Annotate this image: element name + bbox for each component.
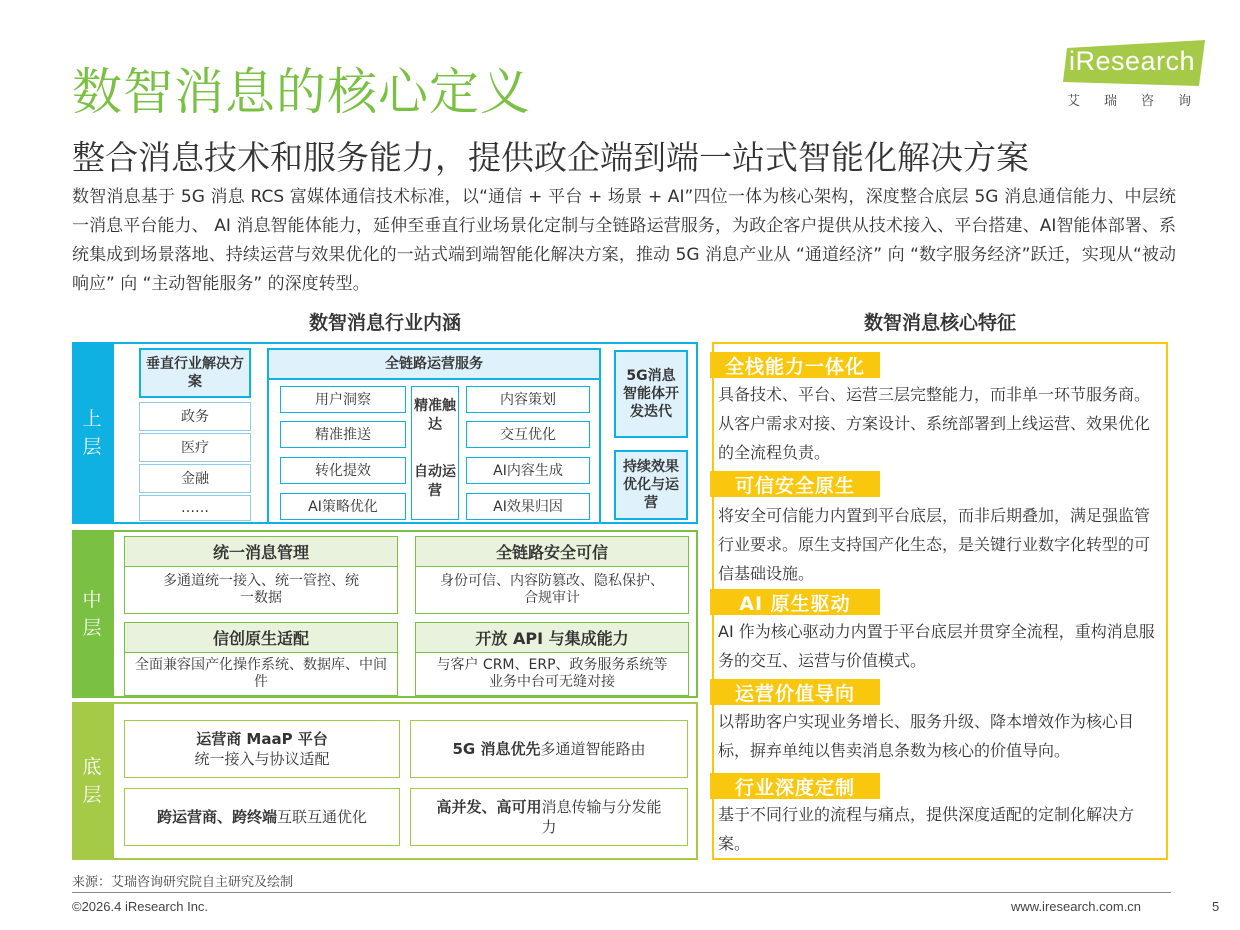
page-title: 数智消息的核心定义 [72, 63, 531, 121]
ops-right-item: 交互优化 [466, 421, 590, 448]
bot-card-routing [410, 720, 688, 778]
bottom-layer-body [112, 702, 698, 860]
feature-text: 将安全可信能力内置到平台底层，而非后期叠加，满足强监管行业要求。原生支持国产化生态，是关键行业数字化转型的可信基础设施。 [718, 506, 1151, 583]
ops-right-item: AI效果归因 [466, 493, 590, 520]
page-subtitle: 整合消息技术和服务能力，提供政企端到端一站式智能化解决方案 [72, 138, 1029, 177]
feature-text: 以帮助客户实现业务增长、服务升级、降本增效作为核心目标，摒弃单纯以售卖消息条数为核心的价值导向。 [718, 712, 1135, 760]
ops-center-top: 精准触达 [414, 398, 456, 433]
feature-text: 基于不同行业的流程与痛点，提供深度适配的定制化解决方案。 [718, 805, 1135, 853]
website-url: www.iresearch.com.cn [1011, 899, 1142, 914]
mid-card-body: 多通道统一接入、统一管控、统一数据 [163, 573, 359, 606]
ops-left-item: 用户洞察 [280, 386, 406, 413]
bot-card-maap [124, 720, 400, 778]
intro-paragraph: 数智消息基于 5G 消息 RCS 富媒体通信技术标准，以“通信 + 平台 + 场景 + AI”四位一体为核心架构，深度整合底层 5G 消息通信能力、中层统一消息平台能力、 AI 消息智能体能力，延伸至垂直行业场景化定制与全链路运营服务，为政企客户提供从技术接入、平台搭建、AI智能体部署、系统集成到场景落地、持续运营与效果优化的一站式端到端智能化解决方案，推动 5G 消息产业从 “通道经济” 向 “数字服务经济”跃迁，实现从“被动响应” 向 “主动智能服务” 的深度转型。 [72, 187, 1176, 294]
bot-card-bold: 5G 消息优先 [452, 740, 541, 758]
iresearch-logo [1063, 40, 1216, 109]
vertical-item: 政务 [139, 402, 251, 431]
mid-card-xinchuang [124, 622, 398, 696]
bot-card-bold: 跨运营商、跨终端 [156, 808, 277, 826]
feature-tag: 运营价值导向 [710, 679, 880, 705]
logo-brand-text: iResearch [1069, 46, 1196, 76]
middle-layer-label-text: 中层 [82, 589, 102, 639]
middle-layer-label [72, 530, 112, 698]
top-layer-label [72, 342, 112, 524]
vertical-item: 金融 [139, 464, 251, 493]
mid-card-open-api [415, 622, 689, 696]
bot-card-bold: 高并发、高可用 [436, 798, 542, 816]
ops-service-header: 全链路运营服务 [267, 348, 601, 380]
left-section-heading: 数智消息行业内涵 [308, 312, 461, 334]
mid-card-title: 开放 API 与集成能力 [416, 623, 688, 653]
bot-card-rest: 互联互通优化 [277, 808, 368, 826]
ops-right-item: 内容策划 [466, 386, 590, 413]
agent-dev-card: 5G消息智能体开发迭代 [614, 350, 688, 438]
continuous-ops-card: 持续效果优化与运营 [614, 450, 688, 520]
mid-card-unified-msg [124, 536, 398, 614]
feature-tag: AI 原生驱动 [710, 589, 880, 615]
bot-card-interop [124, 788, 400, 846]
feature-text: 具备技术、平台、运营三层完整能力，而非单一环节服务商。从客户需求对接、方案设计、系统部署到上线运营、效果优化的全流程负责。 [718, 385, 1151, 462]
bottom-layer-label-text: 底层 [82, 756, 102, 806]
bot-card-rest: 消息传输与分发能力 [541, 798, 662, 836]
mid-card-body: 与客户 CRM、ERP、政务服务系统等业务中台可无缝对接 [436, 657, 668, 690]
ops-left-item: 精准推送 [280, 421, 406, 448]
mid-card-security [415, 536, 689, 614]
footer-divider [72, 892, 1171, 893]
mid-card-title: 信创原生适配 [125, 623, 397, 653]
right-section-heading: 数智消息核心特征 [863, 312, 1016, 334]
mid-card-body: 全面兼容国产化操作系统、数据库、中间件 [135, 657, 387, 690]
mid-card-body: 身份可信、内容防篡改、隐私保护、合规审计 [440, 573, 664, 606]
feature-tag: 行业深度定制 [710, 773, 880, 799]
middle-layer [72, 530, 698, 698]
top-layer [72, 342, 698, 524]
ops-left-item: 转化提效 [280, 457, 406, 484]
vertical-solutions-header: 垂直行业解决方案 [139, 348, 251, 398]
feature-text: AI 作为核心驱动力内置于平台底层并贯穿全流程，重构消息服务的交互、运营与价值模式。 [718, 622, 1155, 670]
bottom-layer-label [72, 702, 112, 860]
mid-card-title: 统一消息管理 [125, 537, 397, 567]
source-note: 来源：艾瑞咨询研究院自主研究及绘制 [72, 875, 294, 890]
top-layer-label-text: 上层 [82, 408, 102, 458]
middle-layer-body [112, 530, 698, 698]
vertical-item: 医疗 [139, 433, 251, 462]
top-layer-body [112, 342, 698, 524]
bot-card-bold: 运营商 MaaP 平台 [196, 730, 328, 748]
ops-right-item: AI内容生成 [466, 457, 590, 484]
ops-left-item: AI策略优化 [280, 493, 406, 520]
feature-tag: 可信安全原生 [710, 471, 880, 497]
ops-center-bottom: 自动运营 [414, 464, 456, 499]
bot-card-rest: 多通道智能路由 [540, 740, 646, 758]
bottom-layer [72, 702, 698, 860]
bot-card-rest: 统一接入与协议适配 [194, 750, 330, 768]
vertical-item: …… [139, 495, 251, 521]
feature-tag: 全栈能力一体化 [710, 352, 880, 378]
copyright: ©2026.4 iResearch Inc. [72, 899, 209, 914]
logo-cn-text: 艾瑞咨询 [1067, 94, 1216, 109]
mid-card-title: 全链路安全可信 [416, 537, 688, 567]
bot-card-concurrency [410, 788, 688, 846]
page-number: 5 [1212, 899, 1220, 914]
